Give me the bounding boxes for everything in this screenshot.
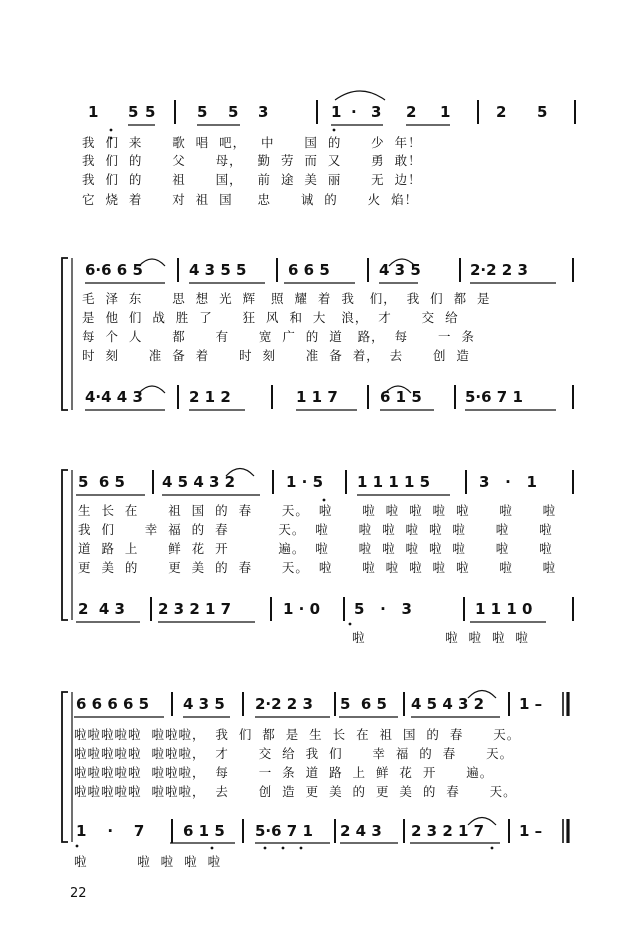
barline bbox=[403, 692, 405, 716]
note-group: 3 · 1 bbox=[479, 473, 537, 491]
note-group: 5·6 7 1 bbox=[255, 822, 313, 840]
barline bbox=[242, 692, 244, 716]
voice-2-notes bbox=[0, 821, 640, 851]
lyric-line: 我 们 的 父 母， 勤 劳 而 又 勇 敢！ bbox=[82, 153, 422, 168]
note-group: 1 – bbox=[519, 822, 543, 840]
note-group: 2 4 3 bbox=[78, 600, 125, 618]
note-group: 3 bbox=[371, 103, 382, 121]
note-group: 1 1 1 0 bbox=[475, 600, 533, 618]
note-group: 6 6 5 bbox=[288, 261, 330, 279]
note-group: 5 bbox=[228, 103, 239, 121]
lyric-line: 是 他 们 战 胜 了 狂 风 和 大 浪， 才 交 给 bbox=[82, 310, 459, 325]
note-group: 1 – bbox=[519, 695, 543, 713]
note-group: 6 1 5 bbox=[183, 822, 225, 840]
note-group: 4 5 4 3 2 bbox=[411, 695, 485, 713]
lyric-line: 每 个 人 都 有 宽 广 的 道 路， 每 一 条 bbox=[82, 329, 475, 344]
note-group: 1 · 0 bbox=[283, 600, 321, 618]
note-group: 1 · 7 bbox=[76, 822, 145, 840]
page-number: 22 bbox=[70, 886, 87, 901]
note-group: 6·6 6 5 bbox=[85, 261, 143, 279]
note-group: 2·2 2 3 bbox=[470, 261, 528, 279]
barline bbox=[508, 692, 510, 716]
note-group: 4 3 5 bbox=[183, 695, 225, 713]
lyric-line: 啦啦啦啦啦 啦啦啦， 才 交 给 我 们 幸 福 的 春 天。 bbox=[74, 746, 514, 761]
note-group: 1 · 5 bbox=[286, 473, 324, 491]
lyric-line: 时 刻 准 备 着 时 刻 准 备 着， 去 创 造 bbox=[82, 348, 470, 363]
note-group: 4 3 5 bbox=[379, 261, 421, 279]
lyric-line: 啦啦啦啦啦 啦啦啦， 我 们 都 是 生 长 在 祖 国 的 春 天。 bbox=[74, 727, 521, 742]
lyric-line: 我 们 的 祖 国， 前 途 美 丽 无 边！ bbox=[82, 172, 422, 187]
note-group: 6 1 5 bbox=[380, 388, 422, 406]
lyric-line: 毛 泽 东 思 想 光 辉 照 耀 着 我 们， 我 们 都 是 bbox=[82, 291, 491, 306]
barline bbox=[508, 819, 510, 843]
note-group: 2 bbox=[406, 103, 417, 121]
barline bbox=[171, 819, 173, 843]
lyric-line: 我 们 来 歌 唱 吧， 中 国 的 少 年！ bbox=[82, 135, 422, 150]
lyric-line: 啦啦啦啦啦 啦啦啦， 每 一 条 道 路 上 鲜 花 开 遍。 bbox=[74, 765, 494, 780]
note-group: 5 6 5 bbox=[78, 473, 125, 491]
barline bbox=[334, 819, 336, 843]
note-group: 4·4 4 3 bbox=[85, 388, 143, 406]
note-group: 5 · 3 bbox=[354, 600, 412, 618]
lyric-line: 更 美 的 更 美 的 春 天。 啦 啦 啦 啦 啦 啦 啦 啦 bbox=[78, 560, 557, 575]
voice-1-notes bbox=[0, 694, 640, 724]
barline bbox=[171, 692, 173, 716]
note-group: 1 bbox=[88, 103, 99, 121]
lyric-line: 道 路 上 鲜 花 开 遍。 啦 啦 啦 啦 啦 啦 啦 啦 bbox=[78, 541, 553, 556]
note-group: 6 6 6 6 5 bbox=[76, 695, 150, 713]
note-group: 2 3 2 1 7 bbox=[411, 822, 485, 840]
note-group: 2 bbox=[496, 103, 507, 121]
barline bbox=[403, 819, 405, 843]
note-group: 5 bbox=[197, 103, 208, 121]
note-group: 5 bbox=[128, 103, 139, 121]
barline bbox=[242, 819, 244, 843]
note-group: 5 6 5 bbox=[340, 695, 387, 713]
lyric-line: 生 长 在 祖 国 的 春 天。 啦 啦 啦 啦 啦 啦 啦 啦 bbox=[78, 503, 557, 518]
lyric-line: 它 烧 着 对 祖 国 忠 诚 的 火 焰！ bbox=[82, 192, 419, 207]
barline bbox=[334, 692, 336, 716]
note-group: 4 3 5 5 bbox=[189, 261, 247, 279]
note-group: 4 5 4 3 2 bbox=[162, 473, 236, 491]
note-group: 2·2 2 3 bbox=[255, 695, 313, 713]
note-group: 3 bbox=[258, 103, 269, 121]
lyric-line: 啦啦啦啦啦 啦啦啦， 去 创 造 更 美 的 更 美 的 春 天。 bbox=[74, 784, 517, 799]
note-group: 5·6 7 1 bbox=[465, 388, 523, 406]
sub-lyric: 啦 啦 啦 啦 啦 bbox=[74, 854, 222, 869]
note-group: 1 1 7 bbox=[296, 388, 338, 406]
lyric-line: 我 们 幸 福 的 春 天。 啦 啦 啦 啦 啦 啦 啦 啦 bbox=[78, 522, 553, 537]
note-group: 1 1 1 1 5 bbox=[357, 473, 431, 491]
note-group: 2 4 3 bbox=[340, 822, 382, 840]
note-group: 2 3 2 1 7 bbox=[158, 600, 232, 618]
note-group: 5 bbox=[537, 103, 548, 121]
note-group: 1 bbox=[331, 103, 342, 121]
note-group: · bbox=[351, 103, 357, 121]
note-group: 2 1 2 bbox=[189, 388, 231, 406]
sub-lyric: 啦 啦 啦 啦 啦 bbox=[352, 630, 529, 645]
note-group: 1 bbox=[440, 103, 451, 121]
note-group: 5 bbox=[145, 103, 156, 121]
